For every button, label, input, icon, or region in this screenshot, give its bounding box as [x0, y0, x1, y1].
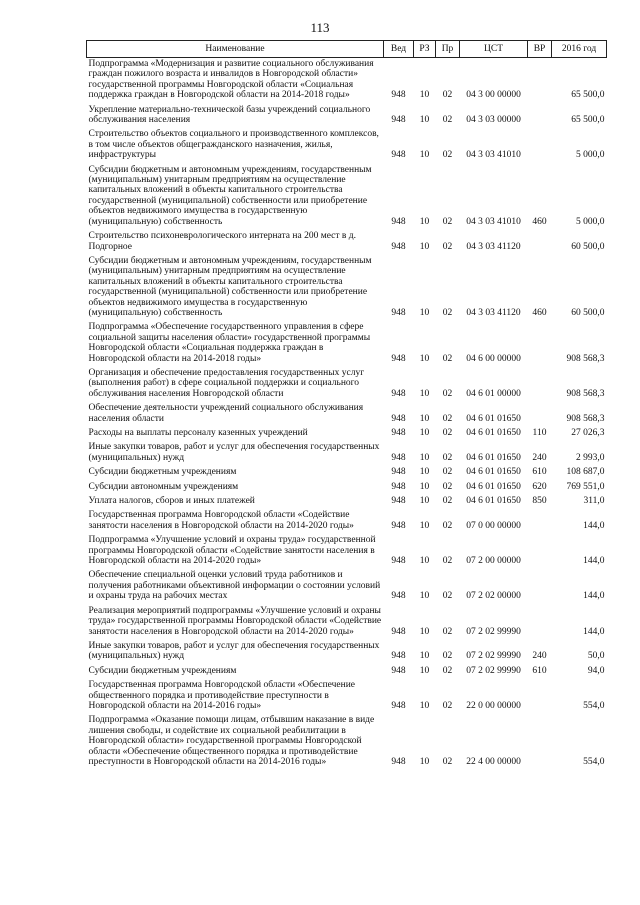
row-vr — [528, 128, 552, 163]
row-sum: 65 500,0 — [571, 115, 605, 126]
row-rz: 10 — [419, 756, 430, 767]
row-pr: 02 — [442, 216, 453, 227]
table-row — [87, 466, 607, 480]
row-pr: 02 — [442, 651, 453, 662]
row-sum: 554,0 — [583, 700, 605, 711]
row-name: Субсидии бюджетным учреждениям — [88, 467, 237, 478]
row-pr: 02 — [442, 150, 453, 161]
row-pr: 02 — [442, 626, 453, 637]
row-pr: 02 — [442, 353, 453, 364]
table-row — [87, 128, 607, 163]
row-name: Субсидии бюджетным и автономным учреждениям, государственным (муниципальным) унитарным предприятиям на осуществление капитальных вложений в объекты капитального строительства государственной (муниципальной) собственности или приобретение объектов недвижимого имущества в государственную (муниципальную) собственность — [88, 255, 372, 318]
row-ved: 948 — [391, 413, 406, 424]
row-pr: 02 — [442, 307, 453, 318]
table-row — [87, 665, 607, 679]
budget-table — [86, 40, 607, 770]
row-ved: 948 — [391, 307, 406, 318]
row-vr — [528, 605, 552, 640]
row-name: Государственная программа Новгородской области «Содействие занятости населения в Новгородской области на 2014-2020 годы» — [88, 510, 354, 531]
row-name: Подпрограмма «Обеспечение государственного управления в сфере социальной защиты населения области» государственной программы Новгородской области «Социальная поддержка граждан в Новгородской области на 2014-2018 годы» — [88, 322, 371, 364]
row-rz: 10 — [419, 651, 430, 662]
row-vr — [528, 104, 552, 129]
row-vr — [528, 402, 552, 427]
row-rz: 10 — [419, 520, 430, 531]
row-sum: 144,0 — [583, 626, 605, 637]
row-ved: 948 — [391, 556, 406, 567]
row-cst: 04 6 01 01650 — [466, 413, 521, 424]
table-row — [87, 640, 607, 665]
header-pr: Пр — [436, 41, 460, 58]
row-name: Организация и обеспечение предоставления государственных услуг (выполнения работ) в сфере социальной поддержки и социального обслуживания населения Новгородской области — [88, 367, 365, 399]
row-name: Подпрограмма «Модернизация и развитие социального обслуживания граждан пожилого возраста и инвалидов в Новгородской области» государственной программы Новгородской области «Социальная поддержка граждан в Новгородской области на 2014-2018 годы» — [88, 59, 374, 101]
row-pr: 02 — [442, 467, 453, 478]
table-row — [87, 679, 607, 714]
row-sum: 65 500,0 — [571, 90, 605, 101]
table-row — [87, 495, 607, 509]
row-name: Субсидии бюджетным учреждениям — [88, 665, 237, 676]
row-cst: 04 6 01 00000 — [466, 388, 521, 399]
row-vr — [528, 534, 552, 569]
table-row — [87, 164, 607, 230]
row-cst: 22 0 00 00000 — [466, 700, 521, 711]
row-sum: 5 000,0 — [576, 150, 605, 161]
row-vr — [528, 509, 552, 534]
row-vr — [528, 569, 552, 604]
row-sum: 769 551,0 — [566, 481, 605, 492]
row-cst: 04 3 03 41120 — [466, 307, 521, 318]
row-rz: 10 — [419, 591, 430, 602]
row-name: Иные закупки товаров, работ и услуг для обеспечения государственных (муниципальных) нужд — [88, 442, 380, 463]
row-cst: 04 6 01 01650 — [466, 428, 521, 438]
row-name: Государственная программа Новгородской области «Обеспечение общественного порядка и противодействие преступности в Новгородской области на 2014-2016 годы» — [88, 680, 356, 711]
row-ved: 948 — [391, 591, 406, 602]
row-rz: 10 — [419, 496, 430, 507]
row-vr — [528, 321, 552, 367]
row-sum: 554,0 — [583, 756, 605, 767]
table-header-row — [87, 41, 607, 58]
row-vr: 240 — [532, 651, 547, 662]
row-vr: 110 — [532, 428, 547, 438]
row-name: Строительство объектов социального и производственного комплексов, в том числе объектов общегражданского назначения, жилья, инфраструктуры — [88, 129, 379, 161]
table-row — [87, 441, 607, 466]
row-ved: 948 — [391, 452, 406, 463]
row-cst: 04 3 03 41120 — [466, 241, 521, 252]
row-rz: 10 — [419, 150, 430, 161]
row-pr: 02 — [442, 556, 453, 567]
row-vr: 460 — [532, 216, 547, 227]
row-sum: 5 000,0 — [576, 216, 605, 227]
row-cst: 04 3 03 00000 — [466, 115, 521, 126]
row-ved: 948 — [391, 481, 406, 492]
row-ved: 948 — [391, 90, 406, 101]
row-vr: 460 — [532, 307, 547, 318]
row-rz: 10 — [419, 307, 430, 318]
header-ved: Вед — [384, 41, 414, 58]
row-cst: 07 2 02 99990 — [466, 626, 521, 637]
row-cst: 04 6 01 01650 — [466, 496, 521, 507]
row-sum: 144,0 — [583, 591, 605, 602]
row-pr: 02 — [442, 756, 453, 767]
row-rz: 10 — [419, 467, 430, 478]
row-ved: 948 — [391, 496, 406, 507]
row-name: Обеспечение специальной оценки условий труда работников и получения работниками объективной информации о состоянии условий и охраны труда на рабочих местах — [88, 570, 381, 602]
row-pr: 02 — [442, 413, 453, 424]
row-pr: 02 — [442, 90, 453, 101]
row-ved: 948 — [391, 388, 406, 399]
row-cst: 22 4 00 00000 — [466, 756, 521, 767]
table-row — [87, 481, 607, 495]
row-pr: 02 — [442, 115, 453, 126]
row-sum: 94,0 — [587, 665, 605, 676]
row-pr: 02 — [442, 700, 453, 711]
row-name: Иные закупки товаров, работ и услуг для обеспечения государственных (муниципальных) нужд — [88, 640, 380, 662]
header-vr: ВР — [528, 41, 552, 58]
row-pr: 02 — [442, 241, 453, 252]
row-vr: 240 — [532, 452, 547, 463]
row-cst: 07 2 00 00000 — [466, 556, 521, 567]
row-vr — [528, 714, 552, 770]
row-sum: 908 568,3 — [566, 388, 605, 399]
table-row — [87, 104, 607, 129]
row-sum: 50,0 — [587, 651, 605, 662]
row-sum: 144,0 — [583, 520, 605, 531]
table-row — [87, 230, 607, 255]
row-name: Уплата налогов, сборов и иных платежей — [88, 496, 255, 507]
row-rz: 10 — [419, 452, 430, 463]
row-cst: 04 3 00 00000 — [466, 90, 521, 101]
row-vr — [528, 679, 552, 714]
row-rz: 10 — [419, 413, 430, 424]
row-name: Субсидии автономным учреждениям — [88, 481, 239, 492]
row-ved: 948 — [391, 626, 406, 637]
row-sum: 60 500,0 — [571, 241, 605, 252]
table-row — [87, 605, 607, 640]
row-name: Реализация мероприятий подпрограммы «Улучшение условий и охраны труда» государственной программы Новгородской области «Содействие занятости населения в Новгородской области на 2014-2020 годы» — [88, 605, 382, 637]
table-row — [87, 367, 607, 402]
row-cst: 07 0 00 00000 — [466, 520, 521, 531]
row-name: Подпрограмма «Оказание помощи лицам, отбывшим наказание в виде лишения свободы, и содействие их социальной реабилитации в Новгородской области» государственной программы Новгородской области «Обеспечение общественного порядка и противодействие преступности в Новгородской области на 2014-2016 годы» — [88, 715, 375, 767]
row-ved: 948 — [391, 216, 406, 227]
row-ved: 948 — [391, 665, 406, 676]
row-ved: 948 — [391, 700, 406, 711]
row-rz: 10 — [419, 556, 430, 567]
table-row — [87, 402, 607, 427]
row-vr — [528, 367, 552, 402]
table-row — [87, 58, 607, 104]
row-cst: 04 6 00 00000 — [466, 353, 521, 364]
row-vr: 620 — [532, 481, 547, 492]
row-pr: 02 — [442, 665, 453, 676]
page-number: 113 — [310, 20, 330, 35]
row-rz: 10 — [419, 388, 430, 399]
row-rz: 10 — [419, 115, 430, 126]
row-ved: 948 — [391, 428, 406, 438]
row-cst: 04 3 03 41010 — [466, 150, 521, 161]
row-ved: 948 — [391, 353, 406, 364]
row-pr: 02 — [442, 520, 453, 531]
row-pr: 02 — [442, 428, 453, 438]
row-cst: 04 6 01 01650 — [466, 452, 521, 463]
row-ved: 948 — [391, 241, 406, 252]
header-year: 2016 год — [552, 41, 607, 58]
table-row — [87, 714, 607, 770]
row-vr — [528, 230, 552, 255]
row-vr: 850 — [532, 496, 547, 507]
row-vr — [528, 58, 552, 104]
table-body — [87, 58, 607, 771]
row-sum: 2 993,0 — [576, 452, 605, 463]
row-rz: 10 — [419, 216, 430, 227]
table-row — [87, 569, 607, 604]
row-rz: 10 — [419, 700, 430, 711]
row-rz: 10 — [419, 626, 430, 637]
row-ved: 948 — [391, 467, 406, 478]
row-rz: 10 — [419, 90, 430, 101]
table-row — [87, 534, 607, 569]
table-row — [87, 321, 607, 367]
row-sum: 60 500,0 — [571, 307, 605, 318]
row-sum: 144,0 — [583, 556, 605, 567]
row-ved: 948 — [391, 520, 406, 531]
row-sum: 108 687,0 — [566, 467, 605, 478]
row-name: Субсидии бюджетным и автономным учреждениям, государственным (муниципальным) унитарным предприятиям на осуществление капитальных вложений в объекты капитального строительства государственной (муниципальной) собственности или приобретение объектов недвижимого имущества в государственную (муниципальную) собственность — [88, 164, 372, 227]
table-row — [87, 509, 607, 534]
table-row — [87, 427, 607, 441]
row-name: Строительство психоневрологического интерната на 200 мест в д. Подгорное — [88, 231, 356, 252]
row-pr: 02 — [442, 452, 453, 463]
row-ved: 948 — [391, 150, 406, 161]
header-name: Наименование — [87, 41, 384, 58]
row-rz: 10 — [419, 353, 430, 364]
row-rz: 10 — [419, 481, 430, 492]
row-name: Подпрограмма «Улучшение условий и охраны труда» государственной программы Новгородской области «Содействие занятости населения в Новгородской области на 2014-2020 годы» — [88, 535, 376, 567]
row-name: Расходы на выплаты персоналу казенных учреждений — [88, 428, 308, 438]
row-cst: 07 2 02 00000 — [466, 591, 521, 602]
table-row — [87, 255, 607, 321]
row-sum: 908 568,3 — [566, 413, 605, 424]
header-rz: РЗ — [414, 41, 436, 58]
row-rz: 10 — [419, 665, 430, 676]
row-ved: 948 — [391, 115, 406, 126]
row-sum: 27 026,3 — [571, 428, 605, 438]
row-ved: 948 — [391, 756, 406, 767]
header-cst: ЦСТ — [460, 41, 528, 58]
row-sum: 311,0 — [583, 496, 605, 507]
row-cst: 04 3 03 41010 — [466, 216, 521, 227]
row-cst: 07 2 02 99990 — [466, 651, 521, 662]
row-pr: 02 — [442, 388, 453, 399]
row-vr: 610 — [532, 665, 547, 676]
row-pr: 02 — [442, 591, 453, 602]
row-sum: 908 568,3 — [566, 353, 605, 364]
row-ved: 948 — [391, 651, 406, 662]
row-pr: 02 — [442, 481, 453, 492]
row-rz: 10 — [419, 428, 430, 438]
row-pr: 02 — [442, 496, 453, 507]
row-rz: 10 — [419, 241, 430, 252]
row-cst: 04 6 01 01650 — [466, 481, 521, 492]
row-cst: 04 6 01 01650 — [466, 467, 521, 478]
row-vr: 610 — [532, 467, 547, 478]
row-name: Укрепление материально-технической базы учреждений социального обслуживания населения — [88, 104, 371, 126]
row-cst: 07 2 02 99990 — [466, 665, 521, 676]
row-name: Обеспечение деятельности учреждений социального обслуживания населения области — [88, 403, 364, 424]
